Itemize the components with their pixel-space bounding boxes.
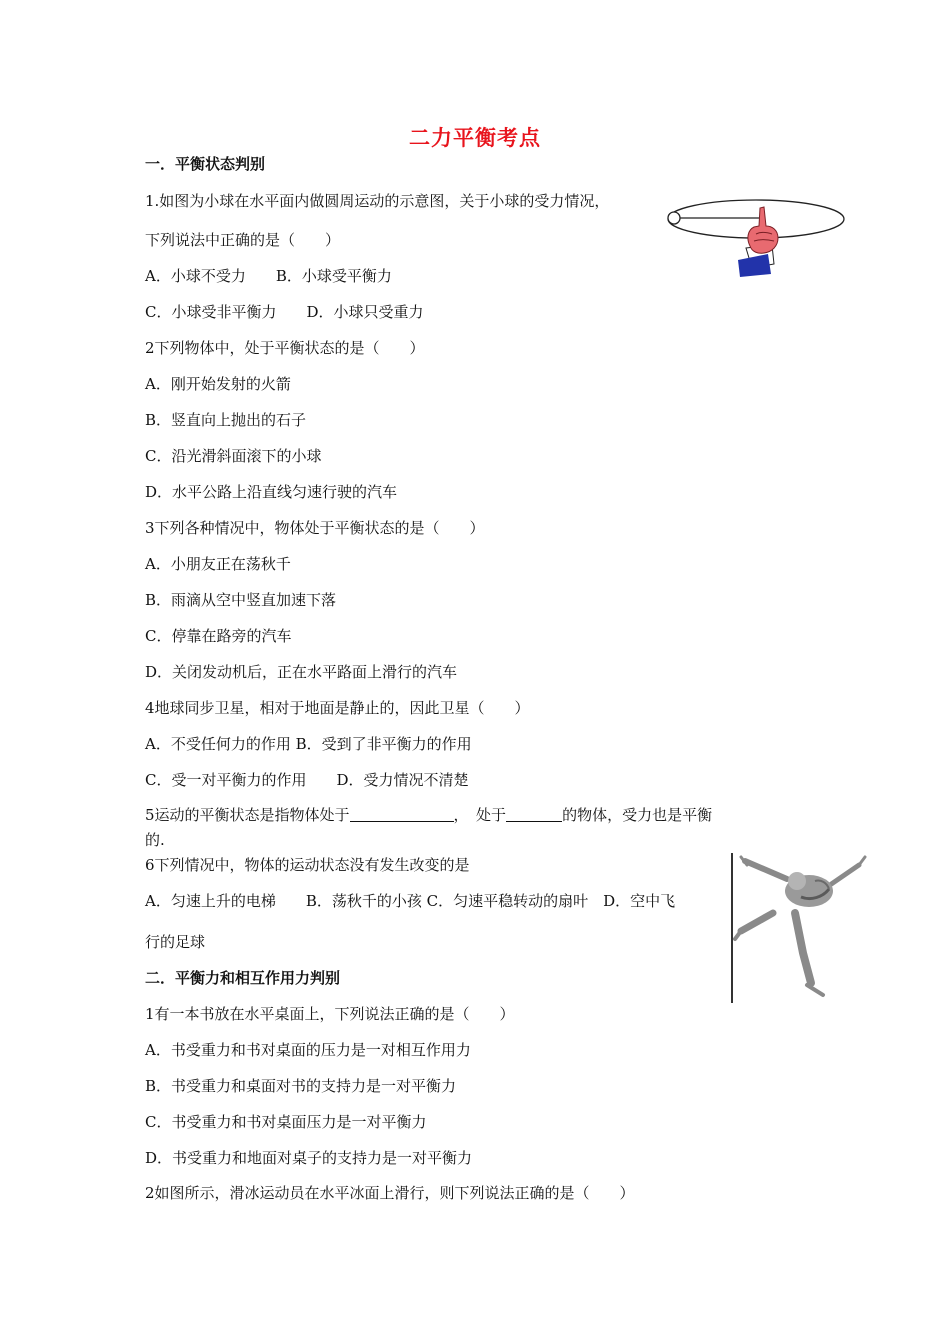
- q3-option-a: A．小朋友正在荡秋千: [145, 555, 291, 573]
- q5-part1: 5运动的平衡状态是指物体处于: [145, 806, 350, 824]
- q6-options-cont: 行的足球: [145, 933, 206, 951]
- q2-stem: 2下列物体中，处于平衡状态的是（ ）: [145, 339, 425, 357]
- q4-options-cd: C．受一对平衡力的作用 D．受力情况不清楚: [145, 771, 469, 789]
- q1-options-ab: A．小球不受力 B．小球受平衡力: [145, 267, 392, 285]
- q3-stem: 3下列各种情况中，物体处于平衡状态的是（ ）: [145, 519, 485, 537]
- q3-option-d: D．关闭发动机后，正在水平路面上滑行的汽车: [145, 663, 458, 681]
- section-heading-1: 一．平衡状态判别: [145, 155, 266, 173]
- s2q1-option-b: B．书受重力和桌面对书的支持力是一对平衡力: [145, 1077, 457, 1095]
- s2q1-option-a: A．书受重力和书对桌面的压力是一对相互作用力: [145, 1041, 471, 1059]
- q5-part3: 的物体，受力也是平衡: [562, 806, 713, 824]
- s2q1-option-c: C．书受重力和书对桌面压力是一对平衡力: [145, 1113, 427, 1131]
- q2-option-d: D．水平公路上沿直线匀速行驶的汽车: [145, 483, 398, 501]
- page-title: 二力平衡考点: [409, 126, 541, 150]
- q3-option-b: B．雨滴从空中竖直加速下落: [145, 591, 337, 609]
- q2-option-a: A．刚开始发射的火箭: [145, 375, 291, 393]
- q5-line2: 的.: [145, 831, 165, 849]
- q3-option-c: C．停靠在路旁的汽车: [145, 627, 292, 645]
- q4-stem: 4地球同步卫星，相对于地面是静止的，因此卫星（ ）: [145, 699, 530, 717]
- q1-stem-line1: 1.如图为小球在水平面内做圆周运动的示意图，关于小球的受力情况，: [145, 192, 610, 210]
- section-heading-2: 二．平衡力和相互作用力判别: [145, 969, 341, 987]
- q5-part2: ， 处于: [453, 806, 507, 824]
- q6-options: A．匀速上升的电梯 B．荡秋千的小孩 C．匀速平稳转动的扇叶 D．空中飞: [145, 892, 676, 910]
- q1-options-cd: C．小球受非平衡力 D．小球只受重力: [145, 303, 424, 321]
- q5-blank-1[interactable]: [350, 807, 454, 822]
- q6-stem: 6下列情况中，物体的运动状态没有发生改变的是: [145, 856, 470, 874]
- s2q2-stem: 2如图所示，滑冰运动员在水平冰面上滑行，则下列说法正确的是（ ）: [145, 1184, 635, 1202]
- q2-option-b: B．竖直向上抛出的石子: [145, 411, 307, 429]
- q4-options-ab: A．不受任何力的作用 B．受到了非平衡力的作用: [145, 735, 472, 753]
- s2q1-stem: 1有一本书放在水平桌面上，下列说法正确的是（ ）: [145, 1005, 515, 1023]
- q5-blank-2[interactable]: [506, 807, 562, 822]
- circular-motion-figure: [664, 196, 848, 280]
- q5-line1: [145, 804, 712, 825]
- q1-stem-line2: 下列说法中正确的是（ ）: [145, 231, 341, 249]
- skater-figure: [731, 853, 868, 1003]
- s2q1-option-d: D．书受重力和地面对桌子的支持力是一对平衡力: [145, 1149, 473, 1167]
- q2-option-c: C．沿光滑斜面滚下的小球: [145, 447, 322, 465]
